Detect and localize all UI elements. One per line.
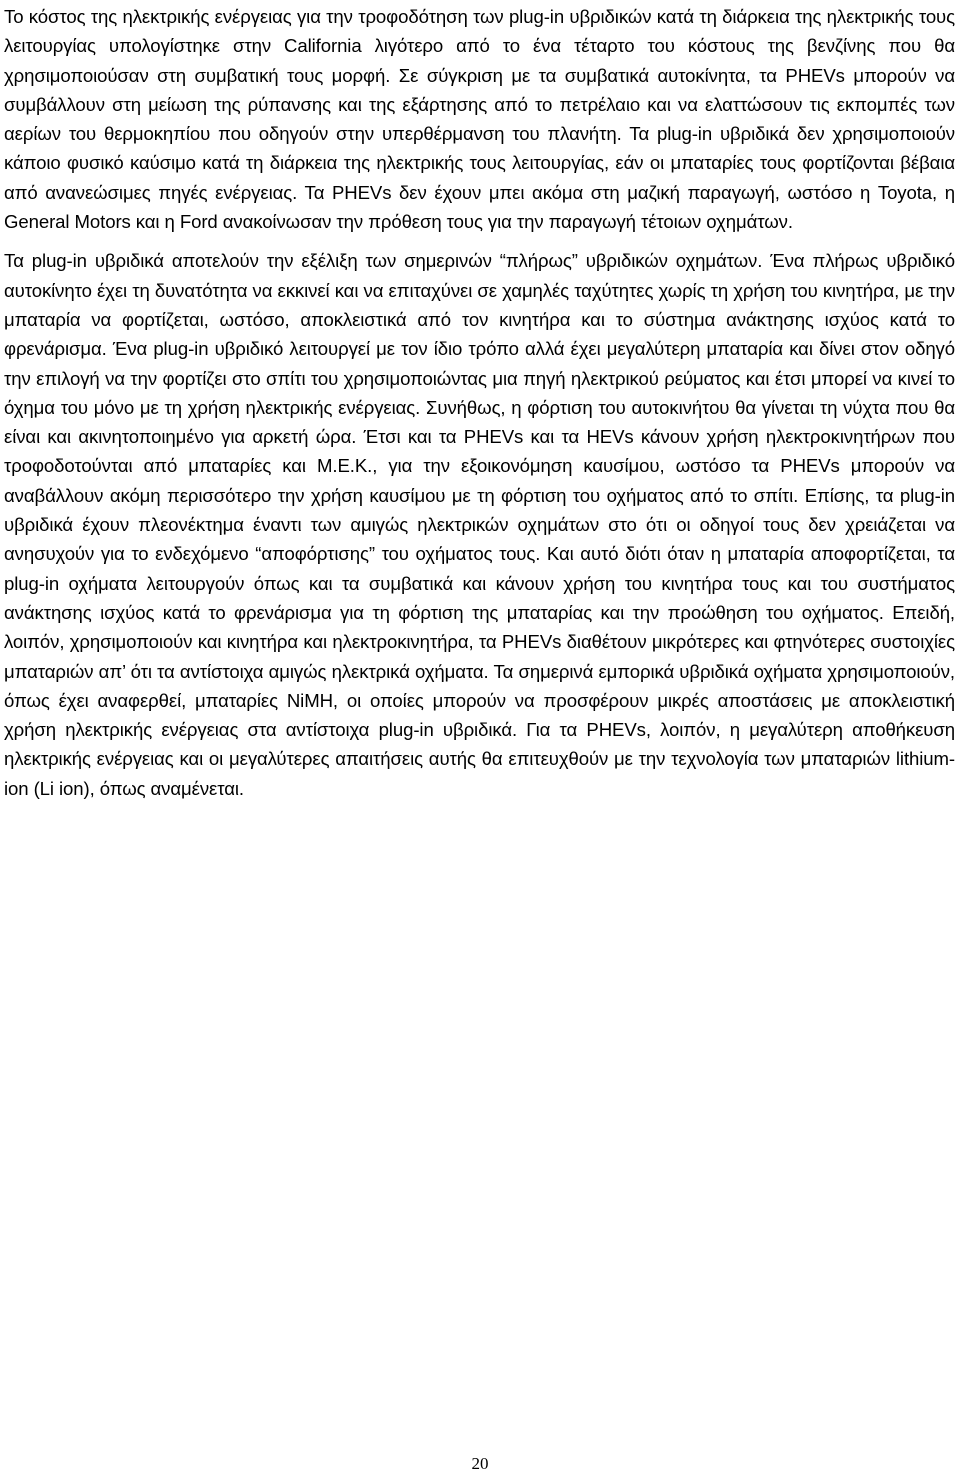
page-number: 20	[471, 1454, 489, 1473]
paragraph-1: Το κόστος της ηλεκτρικής ενέργειας για την τροφοδότηση των plug-in υβριδικών κατά τη διάρκεια της ηλεκτρικής τους λειτουργίας υπολογίστηκε στην California λιγότερο από το ένα τέταρτο του κόστους της βενζίνης που θα χρησιμοποιούσαν στη συμβατική τους μορφή. Σε σύγκριση με τα συμβατικά αυτοκίνητα, τα PHEVs μπορούν να συμβάλλουν στη μείωση της ρύπανσης και της εξάρτησης από το πετρέλαιο και να ελαττώσουν τις εκπομπές των αερίων του θερμοκηπίου που οδηγούν στην υπερθέρμανση του πλανήτη. Τα plug-in υβριδικά δεν χρησιμοποιούν κάποιο φυσικό καύσιμο κατά τη διάρκεια της ηλεκτρικής τους λειτουργίας, εάν οι μπαταρίες τους φορτίζονται βέβαια από ανανεώσιμες πηγές ενέργειας. Τα PHEVs δεν έχουν μπει ακόμα στη μαζική παραγωγή, ωστόσο η Toyota, η General Motors και η Ford ανακοίνωσαν την πρόθεση τους για την παραγωγή τέτοιων οχημάτων.	[4, 6, 955, 233]
paragraph-2: Τα plug-in υβριδικά αποτελούν την εξέλιξη των σημερινών “πλήρως” υβριδικών οχημάτων. Ένα πλήρως υβριδικό αυτοκίνητο έχει τη δυνατότητα να εκκινεί και να επιταχύνει σε χαμηλές ταχύτητες χωρίς τη χρήση του κινητήρα, με την μπαταρία να φορτίζεται, ωστόσο, αποκλειστικά από τον κινητήρα και το σύστημα ανάκτησης ισχύος κατά το φρενάρισμα. Ένα plug-in υβριδικό λειτουργεί με τον ίδιο τρόπο αλλά έχει μεγαλύτερη μπαταρία και δίνει στον οδηγό την επιλογή να την φορτίζει στο σπίτι του χρησιμοποιώντας μια πηγή ηλεκτρικού ρεύματος και έτσι μπορεί να κινεί το όχημα του μόνο με τη χρήση ηλεκτρικής ενέργειας. Συνήθως, η φόρτιση του αυτοκινήτου θα γίνεται τη νύχτα που θα είναι και ακινητοποιημένο για αρκετή ώρα. Έτσι και τα PHEVs και τα HEVs κάνουν χρήση ηλεκτροκινητήρων που τροφοδοτούνται από μπαταρίες και Μ.Ε.Κ., για την εξοικονόμηση καυσίμου, ωστόσο τα PHEVs μπορούν να αναβάλλουν ακόμη περισσότερο την χρήση καυσίμου με τη φόρτιση του οχήματος από το σπίτι. Επίσης, τα plug-in υβριδικά έχουν πλεονέκτημα έναντι των αμιγώς ηλεκτρικών οχημάτων στο ότι οι οδηγοί τους δεν χρειάζεται να ανησυχούν για το ενδεχόμενο “αποφόρτισης” του οχήματος τους. Και αυτό διότι όταν η μπαταρία αποφορτίζεται, τα plug-in οχήματα λειτουργούν όπως και τα συμβατικά και κάνουν χρήση του κινητήρα τους και του συστήματος ανάκτησης ισχύος κατά το φρενάρισμα για τη φόρτιση της μπαταρίας και την προώθηση του οχήματος. Επειδή, λοιπόν, χρησιμοποιούν και κινητήρα και ηλεκτροκινητήρα, τα PHEVs διαθέτουν μικρότερες και φτηνότερες συστοιχίες μπαταριών απ’ ότι τα αντίστοιχα αμιγώς ηλεκτρικά οχήματα. Τα σημερινά εμπορικά υβριδικά οχήματα χρησιμοποιούν, όπως έχει αναφερθεί, μπαταρίες NiMH, οι οποίες μπορούν να προσφέρουν μικρές αποστάσεις με αποκλειστική χρήση ηλεκτρικής ενέργειας στα αντίστοιχα plug-in υβριδικά. Για τα PHEVs, λοιπόν, η μεγαλύτερη αποθήκευση ηλεκτρικής ενέργειας και οι μεγαλύτερες απαιτήσεις αυτής θα επιτευχθούν με την τεχνολογία των μπαταριών lithium-ion (Li ion), όπως αναμένεται.	[4, 250, 955, 799]
body-text	[4, 2, 955, 803]
